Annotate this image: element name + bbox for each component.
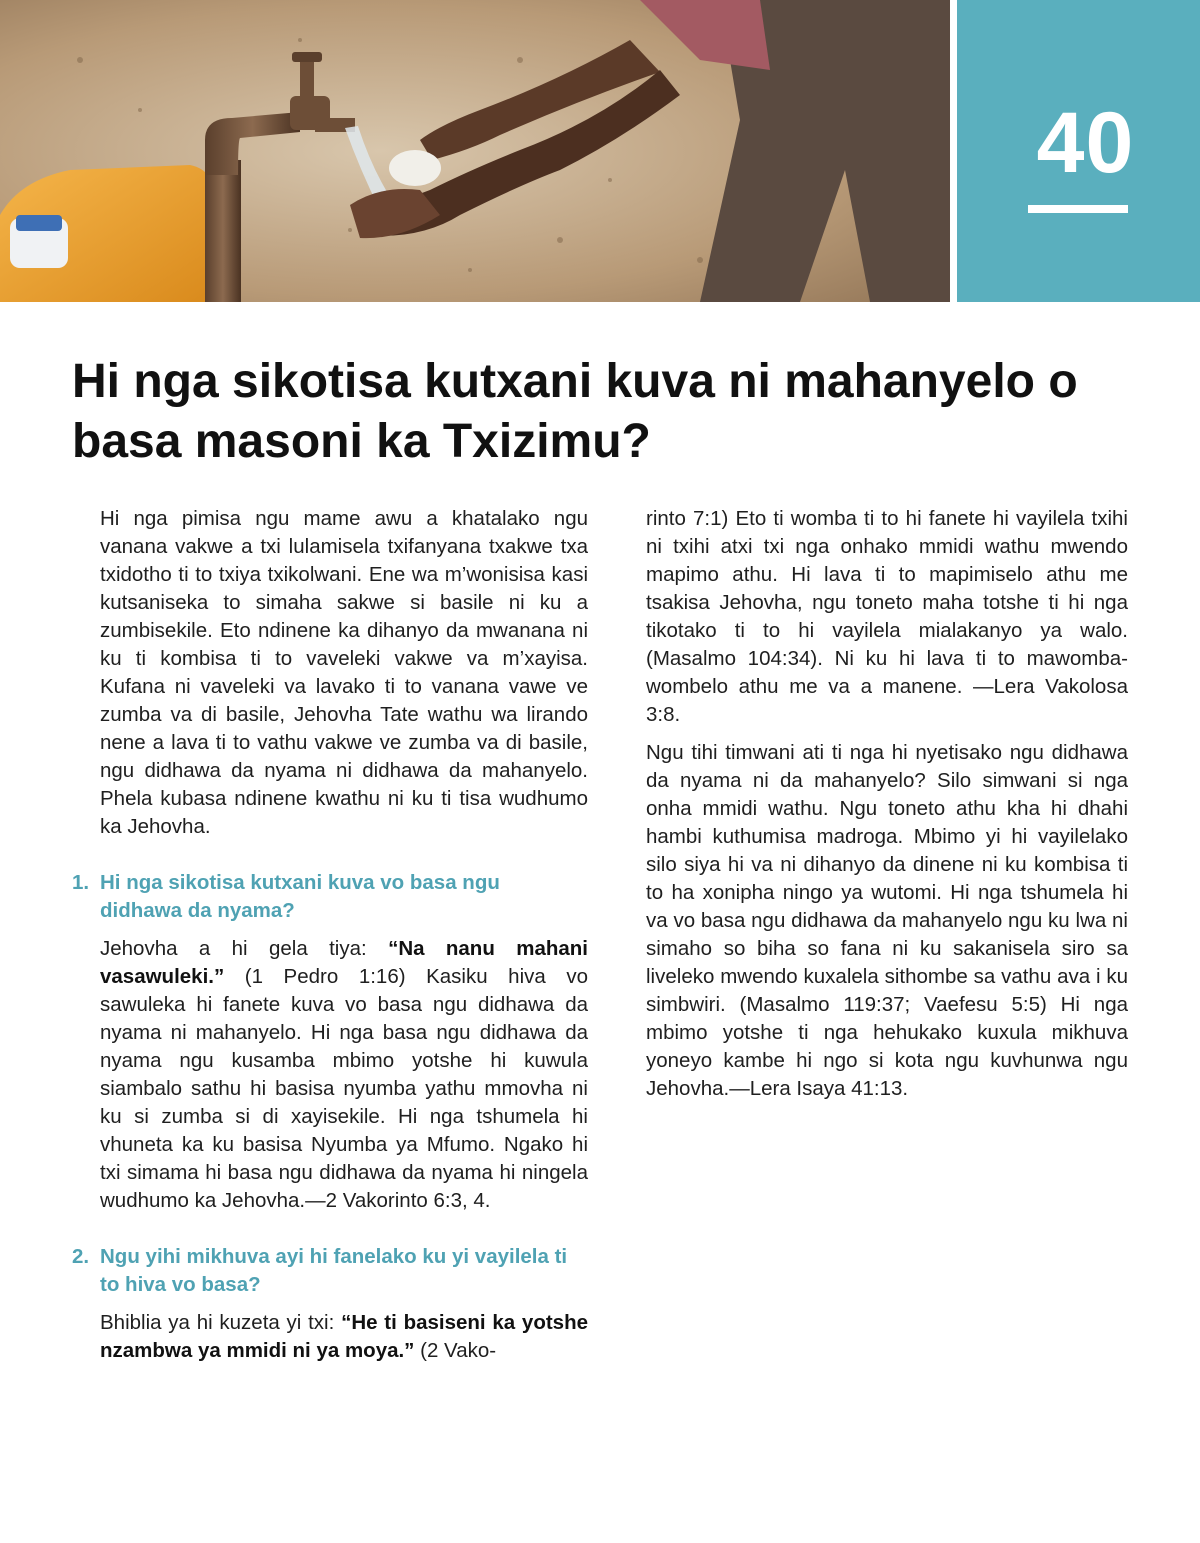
right-paragraph-1: rinto 7:1) Eto ti womba ti to hi fanete hi vayilela txihi ni txihi atxi txi nga onhako mmidi wathu mwendo mapimo athu. Hi lava ti to mapimiselo athu me tsakisa Jehovha, ngu toneto maha totshe ti hi nga tikotako ti to hi vayilela mialakanyo ya walo. (Masalmo 104:34). Ni ku hi lava ti to mawomba-wombelo athu me va a manene. —Lera Vakolosa 3:8. <box>646 507 1128 726</box>
badge-divider <box>1028 205 1128 213</box>
section-2-quote: “He ti basiseni ka yotshe nzambwa ya mmidi ni ya moya.” <box>100 1311 588 1362</box>
lesson-number: 40 <box>1036 95 1135 191</box>
page-title: Hi nga sikotisa kutxani kuva ni mahanyelo o basa masoni ka Txizimu? <box>72 355 1078 468</box>
section-2-heading <box>72 1243 588 1299</box>
section-2-lead: Bhiblia ya hi kuzeta yi txi: <box>100 1311 342 1334</box>
section-2-paragraph <box>72 1309 588 1365</box>
handwashing-photo <box>0 0 950 302</box>
section-1-lead: Jehovha a hi gela tiya: <box>100 937 389 960</box>
section-1-number: 1. <box>72 871 90 894</box>
right-column <box>646 505 1128 1113</box>
section-1-rest: (1 Pedro 1:16) Kasiku hiva vo sawuleka hi fanete kuva vo basa ngu didhawa da nyama ni mahanyelo. Hi nga basa ngu didhawa da nyama ngu kusamba mbimo yotshe hi kuwula siambalo sathu hi basisa nyumba yathu mmovha ni ku si zumba si di xayisekile. Hi nga tshumela hi vhuneta ka ku basisa Nyumba ya Mfumo. Ngako hi txi simama hi basa ngu didhawa da nyama hi ningela wudhumo ka Jehovha.—2 Vakorinto 6:3, 4. <box>100 965 588 1212</box>
section-1-question: Hi nga sikotisa kutxani kuva vo basa ngu didhawa da nyama? <box>100 871 500 922</box>
section-2-question: Ngu yihi mikhuva ayi hi fanelako ku yi vayilela ti to hiva vo basa? <box>100 1245 568 1296</box>
section-2-rest: (2 Vako- <box>414 1339 497 1362</box>
section-2-number: 2. <box>72 1245 90 1268</box>
left-column <box>72 505 588 1375</box>
section-1-quote: “Na nanu mahani vasawuleki.” <box>100 937 588 988</box>
lesson-number-badge <box>957 0 1200 302</box>
section-1-heading <box>72 869 588 925</box>
section-1-paragraph <box>72 935 588 1215</box>
intro-paragraph: Hi nga pimisa ngu mame awu a khatalako ngu vanana vakwe a txi lulamisela txifanyana txakwe txa txidotho ti to txiya txikolwani. Ene wa m’wonisisa kasi kutsaniseka to simaha sakwe si basile ni ku a zumbisekile. Eto ndinene ka dihanyo da mwanana ni ku ti kombisa ti to vaveleki vakwe va m’xayisa. Kufana ni vaveleki va lavako ti to vanana vawe ve zumba va di basile, Jehovha Tate wathu wa lirando nene a lava ti to vathu vakwe ve zumba va di basile, ngu didhawa da nyama ni didhawa da mahanyelo. Phela kubasa ndinene kwathu ni ku ti tisa wudhumo ka Jehovha. <box>100 507 588 838</box>
right-paragraph-2: Ngu tihi timwani ati ti nga hi nyetisako ngu didhawa da nyama ni da mahanyelo? Silo simwani si nga onha mmidi wathu. Ngu toneto athu kha hi dhahi hambi kuthumisa madroga. Mbimo yi hi vayilelako silo siya hi va ni dihanyo da dinene ni ku kombisa ti to ha xonipha ningo ya wutomi. Hi nga tshumela hi va vo basa ngu didhawa da mahanyelo ngu ku lwa ni simaho so biha so fana ni ku sakanisela siro sa liveleko mwendo kuxalela sithombe sa vathu ava i ku simbwiri. (Masalmo 119:37; Vaefesu 5:5) Hi nga mbimo yotshe ti nga hehukako kuxula mikhuva yoneyo kambe hi ngo si kota ngu kuvhunwa ngu Jehovha.—Lera Isaya 41:13. <box>646 741 1128 1100</box>
header-photo <box>0 0 950 302</box>
